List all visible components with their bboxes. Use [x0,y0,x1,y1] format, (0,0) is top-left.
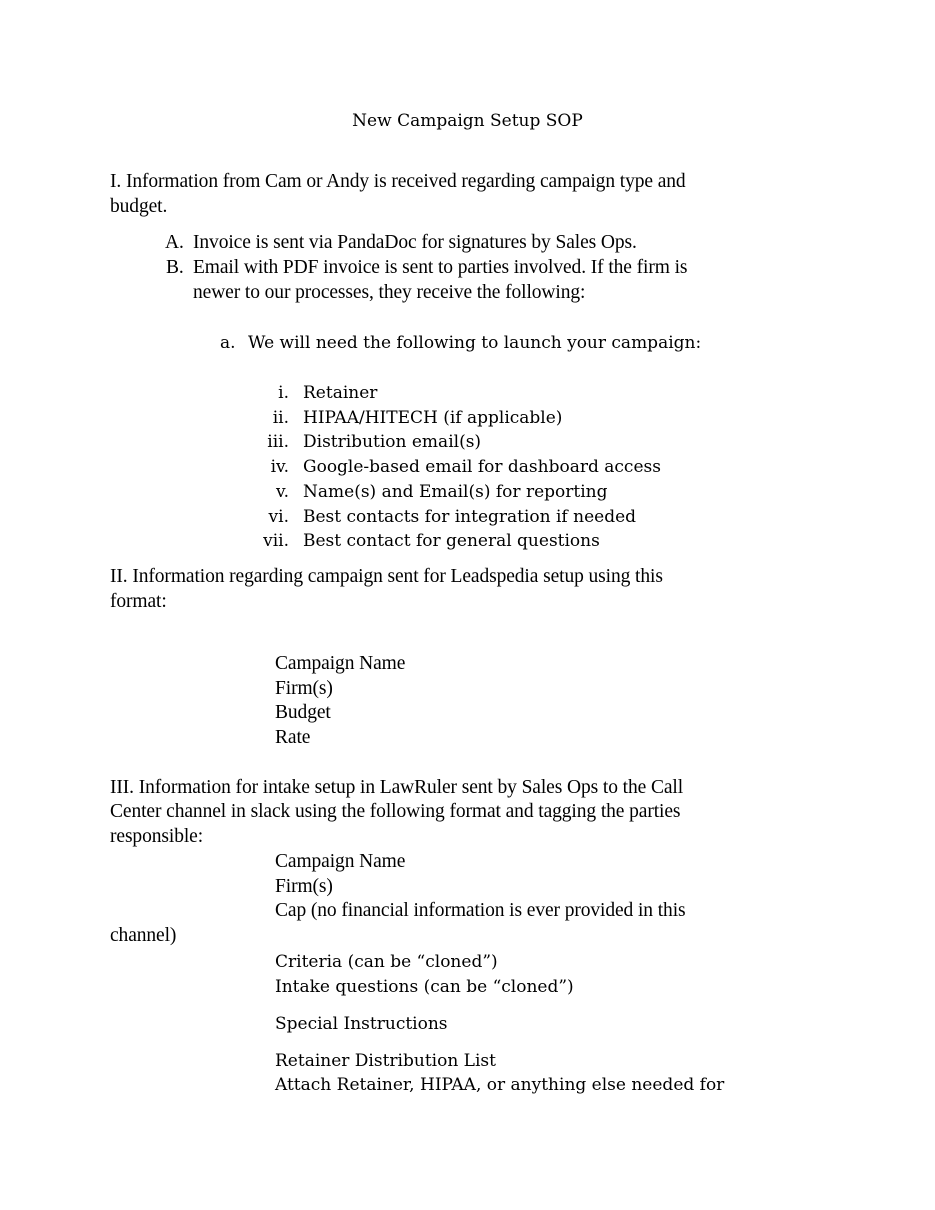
sub-item-text: We will need the following to launch your campaign: [248,333,702,353]
requirement-marker: i. [278,383,289,403]
requirement-marker: iv. [270,457,289,477]
requirement-marker: ii. [272,408,289,428]
field-retainer-distribution: Retainer Distribution List [275,1051,496,1071]
sub-item-marker: a. [220,333,236,353]
section-1-heading: I. Information from Cam or Andy is received regarding campaign type and [110,171,686,192]
section-1-heading-cont: budget. [110,196,168,217]
field-budget: Budget [275,702,331,723]
field-criteria: Criteria (can be “cloned”) [275,952,498,972]
field-firms: Firm(s) [275,876,333,897]
field-cap: Cap (no financial information is ever provided in this [275,900,686,921]
section-3-heading-cont: Center channel in slack using the following format and tagging the parties [110,801,681,822]
requirement-item: Best contact for general questions [303,531,600,551]
list-marker-b: B. [166,257,184,278]
requirement-marker: vii. [263,531,289,551]
field-cap-cont: channel) [110,925,177,946]
requirement-marker: v. [276,482,289,502]
list-item-invoice: Invoice is sent via PandaDoc for signatures by Sales Ops. [193,232,637,253]
field-campaign-name: Campaign Name [275,653,406,674]
list-item-email: Email with PDF invoice is sent to parties involved. If the firm is [193,257,688,278]
requirement-marker: vi. [268,507,289,527]
field-intake-questions: Intake questions (can be “cloned”) [275,977,574,997]
section-3-heading: III. Information for intake setup in LawRuler sent by Sales Ops to the Call [110,777,684,798]
requirement-item: Retainer [303,383,378,403]
field-campaign-name: Campaign Name [275,851,406,872]
requirement-item: Google-based email for dashboard access [303,457,661,477]
requirement-item: Best contacts for integration if needed [303,507,637,527]
field-special-instructions: Special Instructions [275,1014,448,1034]
list-item-email-cont: newer to our processes, they receive the following: [193,282,586,303]
requirement-item: Distribution email(s) [303,432,482,452]
field-firms: Firm(s) [275,678,333,699]
requirement-item: HIPAA/HITECH (if applicable) [303,408,563,428]
requirement-item: Name(s) and Email(s) for reporting [303,482,608,502]
section-3-heading-cont2: responsible: [110,826,204,847]
section-2-heading-cont: format: [110,591,167,612]
field-attach: Attach Retainer, HIPAA, or anything else needed for [275,1075,725,1095]
section-2-heading: II. Information regarding campaign sent for Leadspedia setup using this [110,566,663,587]
document-title: New Campaign Setup SOP [352,111,583,131]
requirement-marker: iii. [267,432,289,452]
list-marker-a: A. [165,232,184,253]
field-rate: Rate [275,727,311,748]
